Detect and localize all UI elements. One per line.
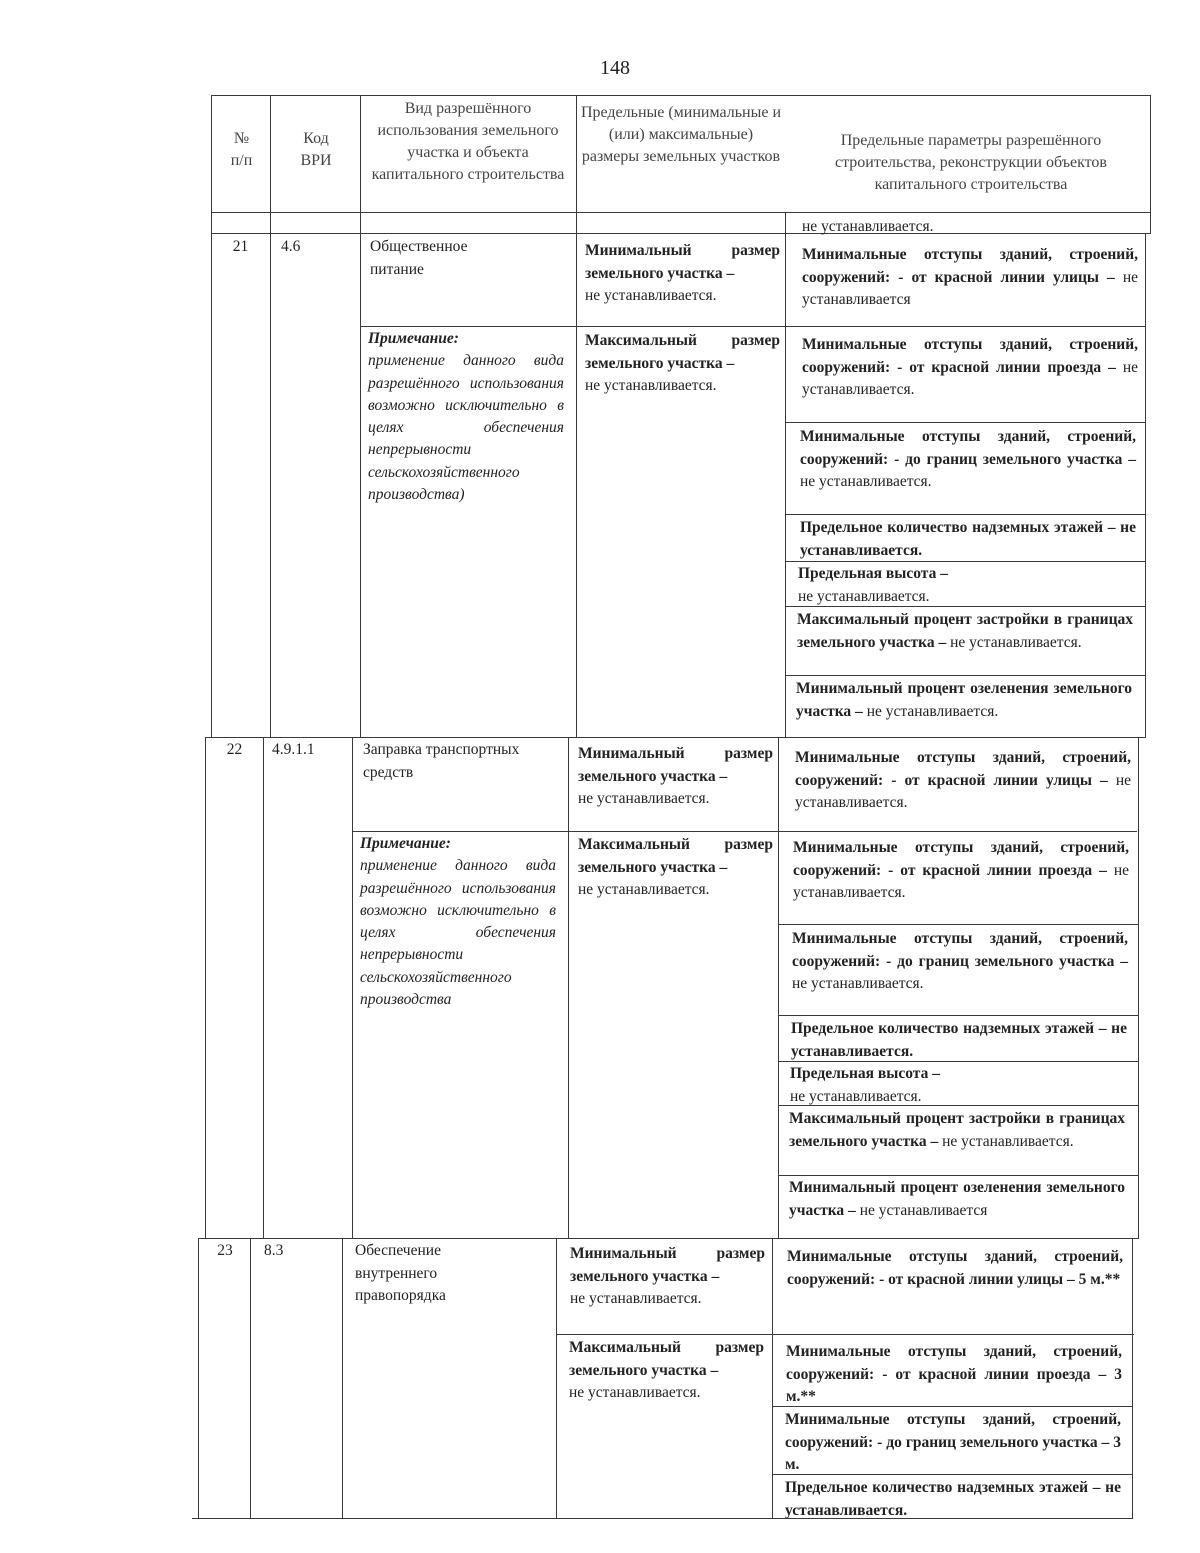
param-max-coverage: Максимальный процент застройки в границах земельного участка – не устанавливается. — [789, 1110, 1125, 1150]
size-min: Минимальный размер земельного участка – не устанавливается. — [578, 745, 773, 807]
param-setback-street: Минимальные отступы зданий, строений, сооружений: - от красной линии улицы – 5 м.** — [787, 1248, 1123, 1288]
param-min-greening: Минимальный процент озеленения земельного участка – не устанавливается — [789, 1179, 1125, 1219]
param-height: Предельная высота – не устанавливается. — [790, 1065, 940, 1105]
param-max-coverage: Максимальный процент застройки в границах земельного участка – не устанавливается. — [797, 611, 1133, 651]
param-setback-boundary: Минимальные отступы зданий, строений, сооружений: - до границ земельного участка – не устанавливается. — [800, 428, 1137, 490]
size-max: Максимальный размер земельного участка – не устанавливается. — [569, 1339, 764, 1401]
size-min: Минимальный размер земельного участка – не устанавливается. — [585, 242, 780, 304]
param-floors: Предельное количество надземных этажей – не устанавливается. — [785, 1479, 1121, 1519]
header-vri: Вид разрешённого использования земельного участка и объекта капитального строительства — [371, 100, 565, 183]
param-setback-driveway: Минимальные отступы зданий, строений, сооружений: - от красной линии проезда – не устанавливается. — [802, 336, 1139, 398]
param-height: Предельная высота – не устанавливается. — [798, 565, 948, 605]
row-vri-name: Общественное питание — [370, 238, 468, 278]
size-max: Максимальный размер земельного участка – не устанавливается. — [585, 332, 780, 394]
note-text: применение данного вида разрешённого использования возможно исключительно в целях обеспечения непрерывности сельскохозяйственного производства) — [368, 352, 564, 504]
row-note — [368, 328, 564, 506]
note-title: Примечание: — [368, 330, 459, 347]
param-setback-boundary: Минимальные отступы зданий, строений, сооружений: - до границ земельного участка – не устанавливается. — [792, 930, 1129, 992]
row-note — [360, 833, 556, 1011]
param-setback-driveway: Минимальные отступы зданий, строений, сооружений: - от красной линии проезда – не устанавливается. — [793, 839, 1130, 901]
header-num: № п/п — [230, 130, 253, 169]
row-code: 4.6 — [281, 238, 301, 255]
row-vri-name: Обеспечение внутреннего правопорядка — [355, 1242, 446, 1304]
row-code: 8.3 — [264, 1242, 284, 1259]
param-floors: Предельное количество надземных этажей – не устанавливается. — [800, 519, 1136, 559]
header-params: Предельные параметры разрешённого строительства, реконструкции объектов капитального строительства — [835, 132, 1107, 193]
header-sizes: Предельные (минимальные и (или) максимальные) размеры земельных участков — [580, 104, 782, 165]
param-floors: Предельное количество надземных этажей – не устанавливается. — [791, 1020, 1127, 1060]
carryover-text: не устанавливается. — [802, 218, 934, 235]
param-min-greening: Минимальный процент озеленения земельного участка – не устанавливается. — [796, 680, 1132, 720]
param-setback-driveway: Минимальные отступы зданий, строений, сооружений: - от красной линии проезда – 3 м.** — [786, 1343, 1122, 1405]
param-setback-street: Минимальные отступы зданий, строений, сооружений: - от красной линии улицы – не устанавливается. — [795, 749, 1132, 811]
size-max: Максимальный размер земельного участка – не устанавливается. — [578, 836, 773, 898]
param-setback-street: Минимальные отступы зданий, строений, сооружений: - от красной линии улицы – не устанавливается — [802, 246, 1139, 308]
param-setback-boundary: Минимальные отступы зданий, строений, сооружений: - до границ земельного участка – 3 м. — [785, 1411, 1122, 1473]
page-number: 148 — [600, 57, 630, 79]
header-code: Код ВРИ — [300, 130, 332, 169]
row-code: 4.9.1.1 — [272, 741, 315, 758]
row-number: 21 — [232, 238, 249, 255]
row-number: 22 — [226, 741, 243, 758]
size-min: Минимальный размер земельного участка – не устанавливается. — [570, 1245, 765, 1307]
note-text: применение данного вида разрешённого использования возможно исключительно в целях обеспечения непрерывности сельскохозяйственного производства — [360, 857, 556, 1009]
row-vri-name: Заправка транспортных средств — [363, 741, 520, 781]
row-number: 23 — [217, 1242, 233, 1259]
note-title: Примечание: — [360, 835, 451, 852]
